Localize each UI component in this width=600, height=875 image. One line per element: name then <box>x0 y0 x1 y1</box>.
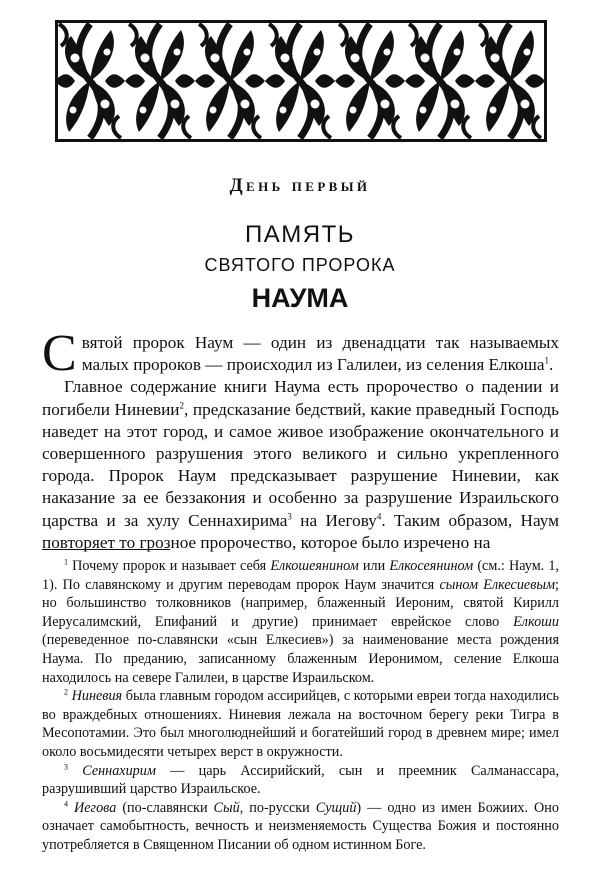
paragraph-1: Святой пророк Наум — один из двенадцати так называемых малых пророков — происходил из Галилеи, из селения Елкоша$^1$. <box>42 325 559 382</box>
main-text <box>42 325 559 554</box>
footnote-divider <box>42 549 170 550</box>
footnote-1: $^1$ Почему пророк и называет себя Елкошеянином или Елкосеянином (см.: Наум. 1, 1). По славянскому и другим переводам пророк Наум значится сыном Елкесиевым; но большинство толковников (например, блаженный Иероним, святой Кирилл Иерусалимский, Епифаний и другие) принимает еврейское слово Елкоши (переведенное по-славянски «сын Елкесиев») за наименование места рождения Наума. По преданию, записанному блаженным Иеронимом, селение Елкоша находилось на севере Галилеи, в царстве Израильском. <box>42 557 560 686</box>
floral-headpiece-ornament <box>55 20 547 142</box>
footnotes <box>42 557 559 855</box>
title-line-holy-prophet: СВЯТОГО ПРОРОКА <box>204 255 396 275</box>
drop-cap: С <box>42 325 77 382</box>
footnote-ref: 1 <box>544 355 550 366</box>
footnote-2: $^2$ Ниневия была главным городом ассирийцев, с которыми евреи тогда находились во враждебных отношениях. Ниневия лежала на восточном берегу реки Тигра в Месопотамии. Это был многолюднейший и богатейший город в древнем мире; имел около восьмидесяти четырех верст в окружности. <box>42 687 559 760</box>
footnote-ref: 2 <box>179 399 185 410</box>
day-heading: День первый <box>229 175 371 196</box>
title-line-nahum: НАУМА <box>251 283 349 313</box>
footnote-3: $^3$ Сеннахирим — царь Ассирийский, сын и преемник Салманассара, разрушивший царство Израильское. <box>42 761 560 798</box>
title-line-memory: ПАМЯТЬ <box>245 221 355 248</box>
footnote-ref: 3 <box>287 510 292 521</box>
footnote-ref: 4 <box>376 510 382 521</box>
paragraph-2: Главное содержание книги Наума есть пророчество о падении и погибели Ниневии$^2$, предсказание бедствий, какие праведный Господь наведет на этот город, и самое живое изображение окончательного и совершенного разрушения этого великого и сильно укрепленного города. Пророк Наум предсказывает разрушение Ниневии, как наказание за ее беззакония и особенно за разрушение Израильского царства и за хулу Сеннахирима$^3$ на Иегову$^4$. Таким образом, Наум повторяет то грозное пророчество, которое было изречено на <box>42 377 559 552</box>
footnote-4: $^4$ Иегова (по-славянски Сый, по-русски Сущий) — одно из имен Божиих. Оно означает самобытность, вечность и неизменяемость Существа Божия и постоянно употребляется в Священном Писании об одном истинном Боге. <box>42 798 559 853</box>
